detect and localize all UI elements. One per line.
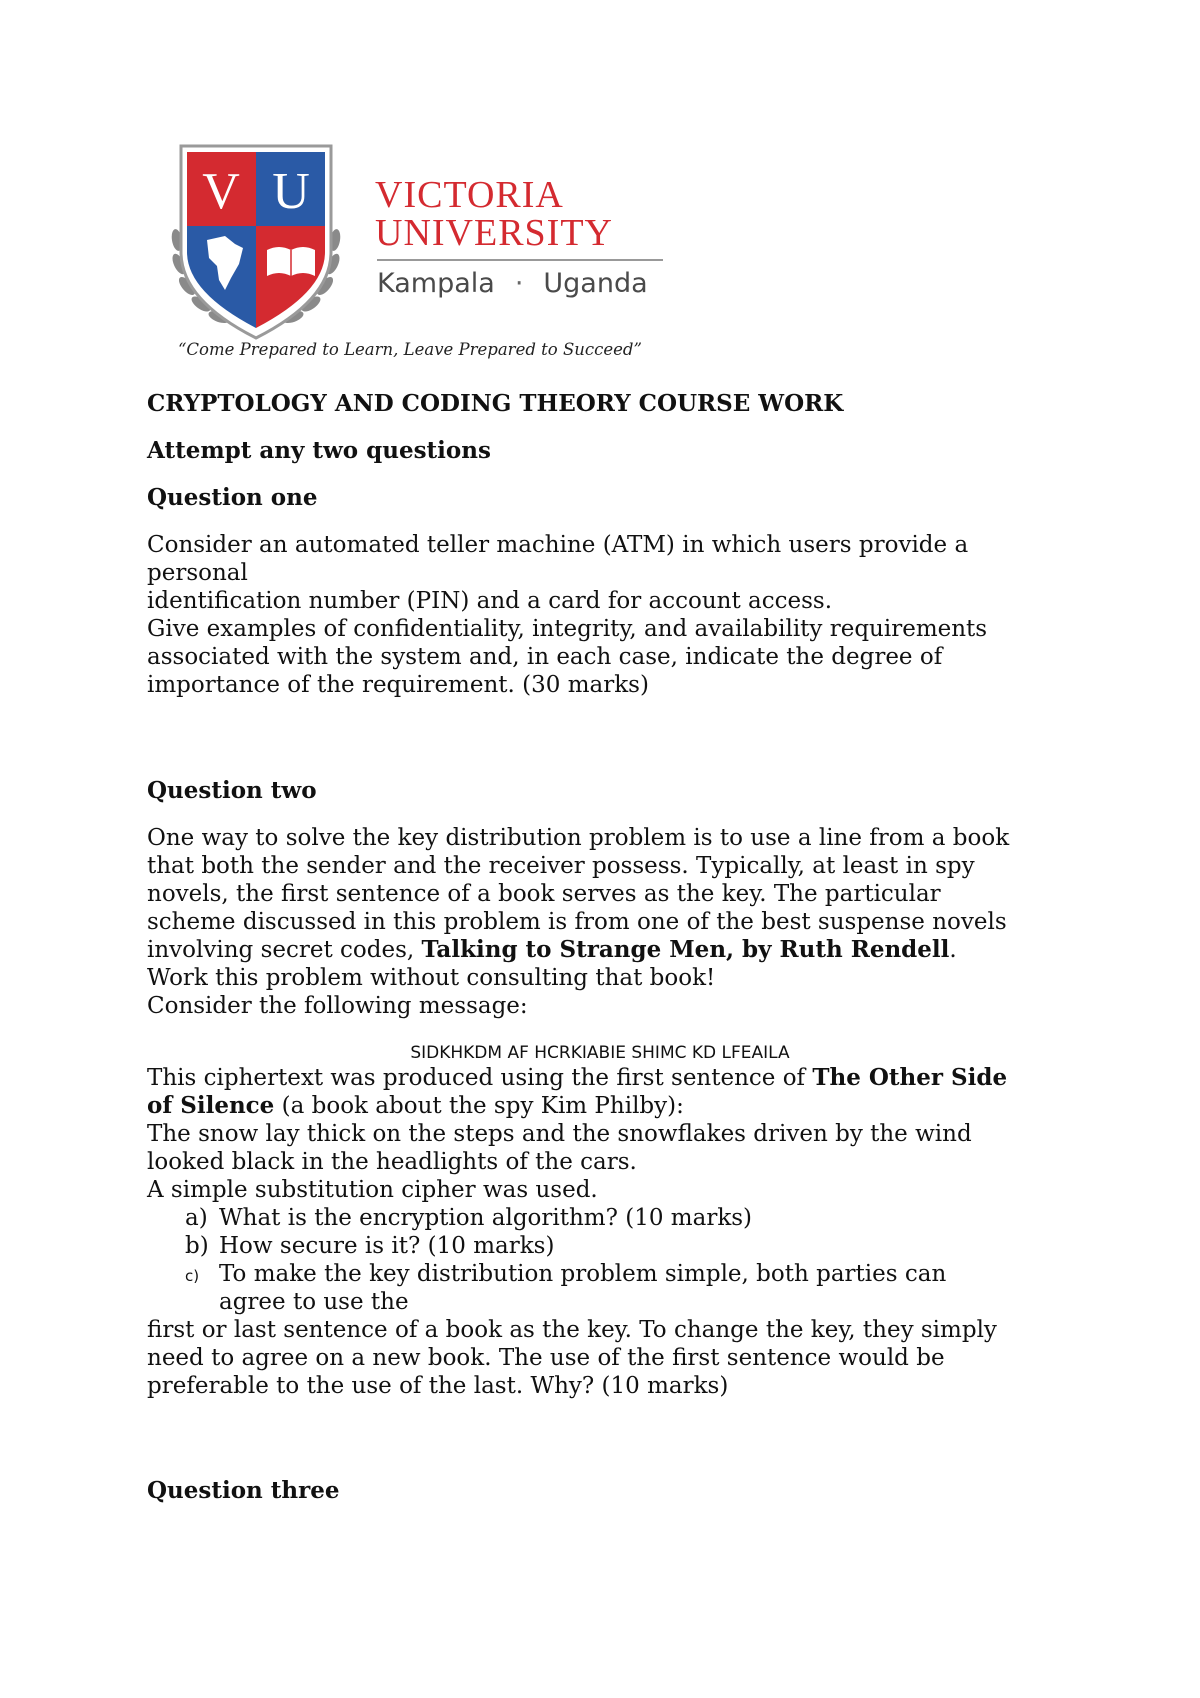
q1-line: Consider an automated teller machine (ATM) in which users provide a (147, 532, 969, 558)
question-three-heading: Question three (147, 1477, 340, 1504)
university-name-line1: VICTORIA (375, 174, 564, 216)
q2-line5-post: . (949, 937, 957, 963)
q2-line: novels, the first sentence of a book serves as the key. The particular (147, 881, 941, 907)
list-marker-a: a) (185, 1205, 208, 1231)
q2-line: that both the sender and the receiver possess. Typically, at least in spy (147, 853, 975, 879)
book-title-of-silence: of Silence (147, 1092, 275, 1119)
q2-line: Consider the following message: (147, 993, 528, 1019)
q2-line5-pre: involving secret codes, (147, 937, 422, 963)
q1-line: personal (147, 560, 248, 586)
list-item-c-cont: agree to use the (219, 1289, 409, 1315)
list-item-c: To make the key distribution problem simple, both parties can (219, 1261, 947, 1287)
shield-crest (165, 140, 365, 340)
list-marker-c: c) (185, 1267, 200, 1285)
book-title-other-side: The Other Side (812, 1064, 1008, 1091)
q1-line: Give examples of confidentiality, integrity, and availability requirements (147, 616, 988, 642)
location-city: Kampala (377, 268, 495, 299)
q1-line: associated with the system and, in each case, indicate the degree of (147, 644, 943, 670)
shield-letter-v: V (202, 163, 240, 220)
ciphertext: SIDKHKDM AF HCRKIABIE SHIMC KD LFEAILA (410, 1043, 790, 1063)
instruction: Attempt any two questions (147, 437, 491, 464)
university-location (377, 266, 648, 302)
list-item-b: How secure is it? (10 marks) (219, 1233, 555, 1259)
logo-divider (377, 259, 663, 261)
book-title-strange-men: Talking to Strange Men, by Ruth Rendell (421, 936, 950, 963)
q2-tail-line: need to agree on a new book. The use of the first sentence would be (147, 1345, 945, 1371)
university-name-line2: UNIVERSITY (375, 212, 613, 254)
document-title: CRYPTOLOGY AND CODING THEORY COURSE WORK (147, 390, 844, 417)
location-separator: · (514, 268, 524, 299)
q2-line8-pre: This ciphertext was produced using the first sentence of (147, 1065, 813, 1091)
q2-line: One way to solve the key distribution problem is to use a line from a book (147, 825, 1010, 851)
open-book-icon (267, 247, 315, 276)
question-two-heading: Question two (147, 777, 317, 804)
q2-line (147, 1064, 1007, 1092)
q2-line9-post: (a book about the spy Kim Philby): (274, 1093, 684, 1119)
q2-line: Work this problem without consulting that book! (147, 965, 716, 991)
q2-line: The snow lay thick on the steps and the snowflakes driven by the wind (147, 1121, 972, 1147)
q2-line: A simple substitution cipher was used. (147, 1177, 598, 1203)
q2-tail-line: preferable to the use of the last. Why? (10 marks) (147, 1373, 729, 1399)
q1-line: importance of the requirement. (30 marks) (147, 672, 649, 698)
university-motto: “Come Prepared to Learn, Leave Prepared to Succeed” (178, 340, 642, 359)
location-country: Uganda (543, 268, 648, 299)
q2-line: looked black in the headlights of the cars. (147, 1149, 637, 1175)
q2-line (147, 1092, 684, 1120)
university-logo (165, 140, 665, 370)
question-one-heading: Question one (147, 484, 318, 511)
shield-letter-u: U (272, 163, 310, 220)
list-item-a: What is the encryption algorithm? (10 marks) (219, 1205, 753, 1231)
q2-line: scheme discussed in this problem is from one of the best suspense novels (147, 909, 1007, 935)
q2-tail-line: first or last sentence of a book as the key. To change the key, they simply (147, 1317, 997, 1343)
list-marker-b: b) (185, 1233, 209, 1259)
q1-line: identification number (PIN) and a card for account access. (147, 588, 833, 614)
q2-line (147, 936, 957, 964)
